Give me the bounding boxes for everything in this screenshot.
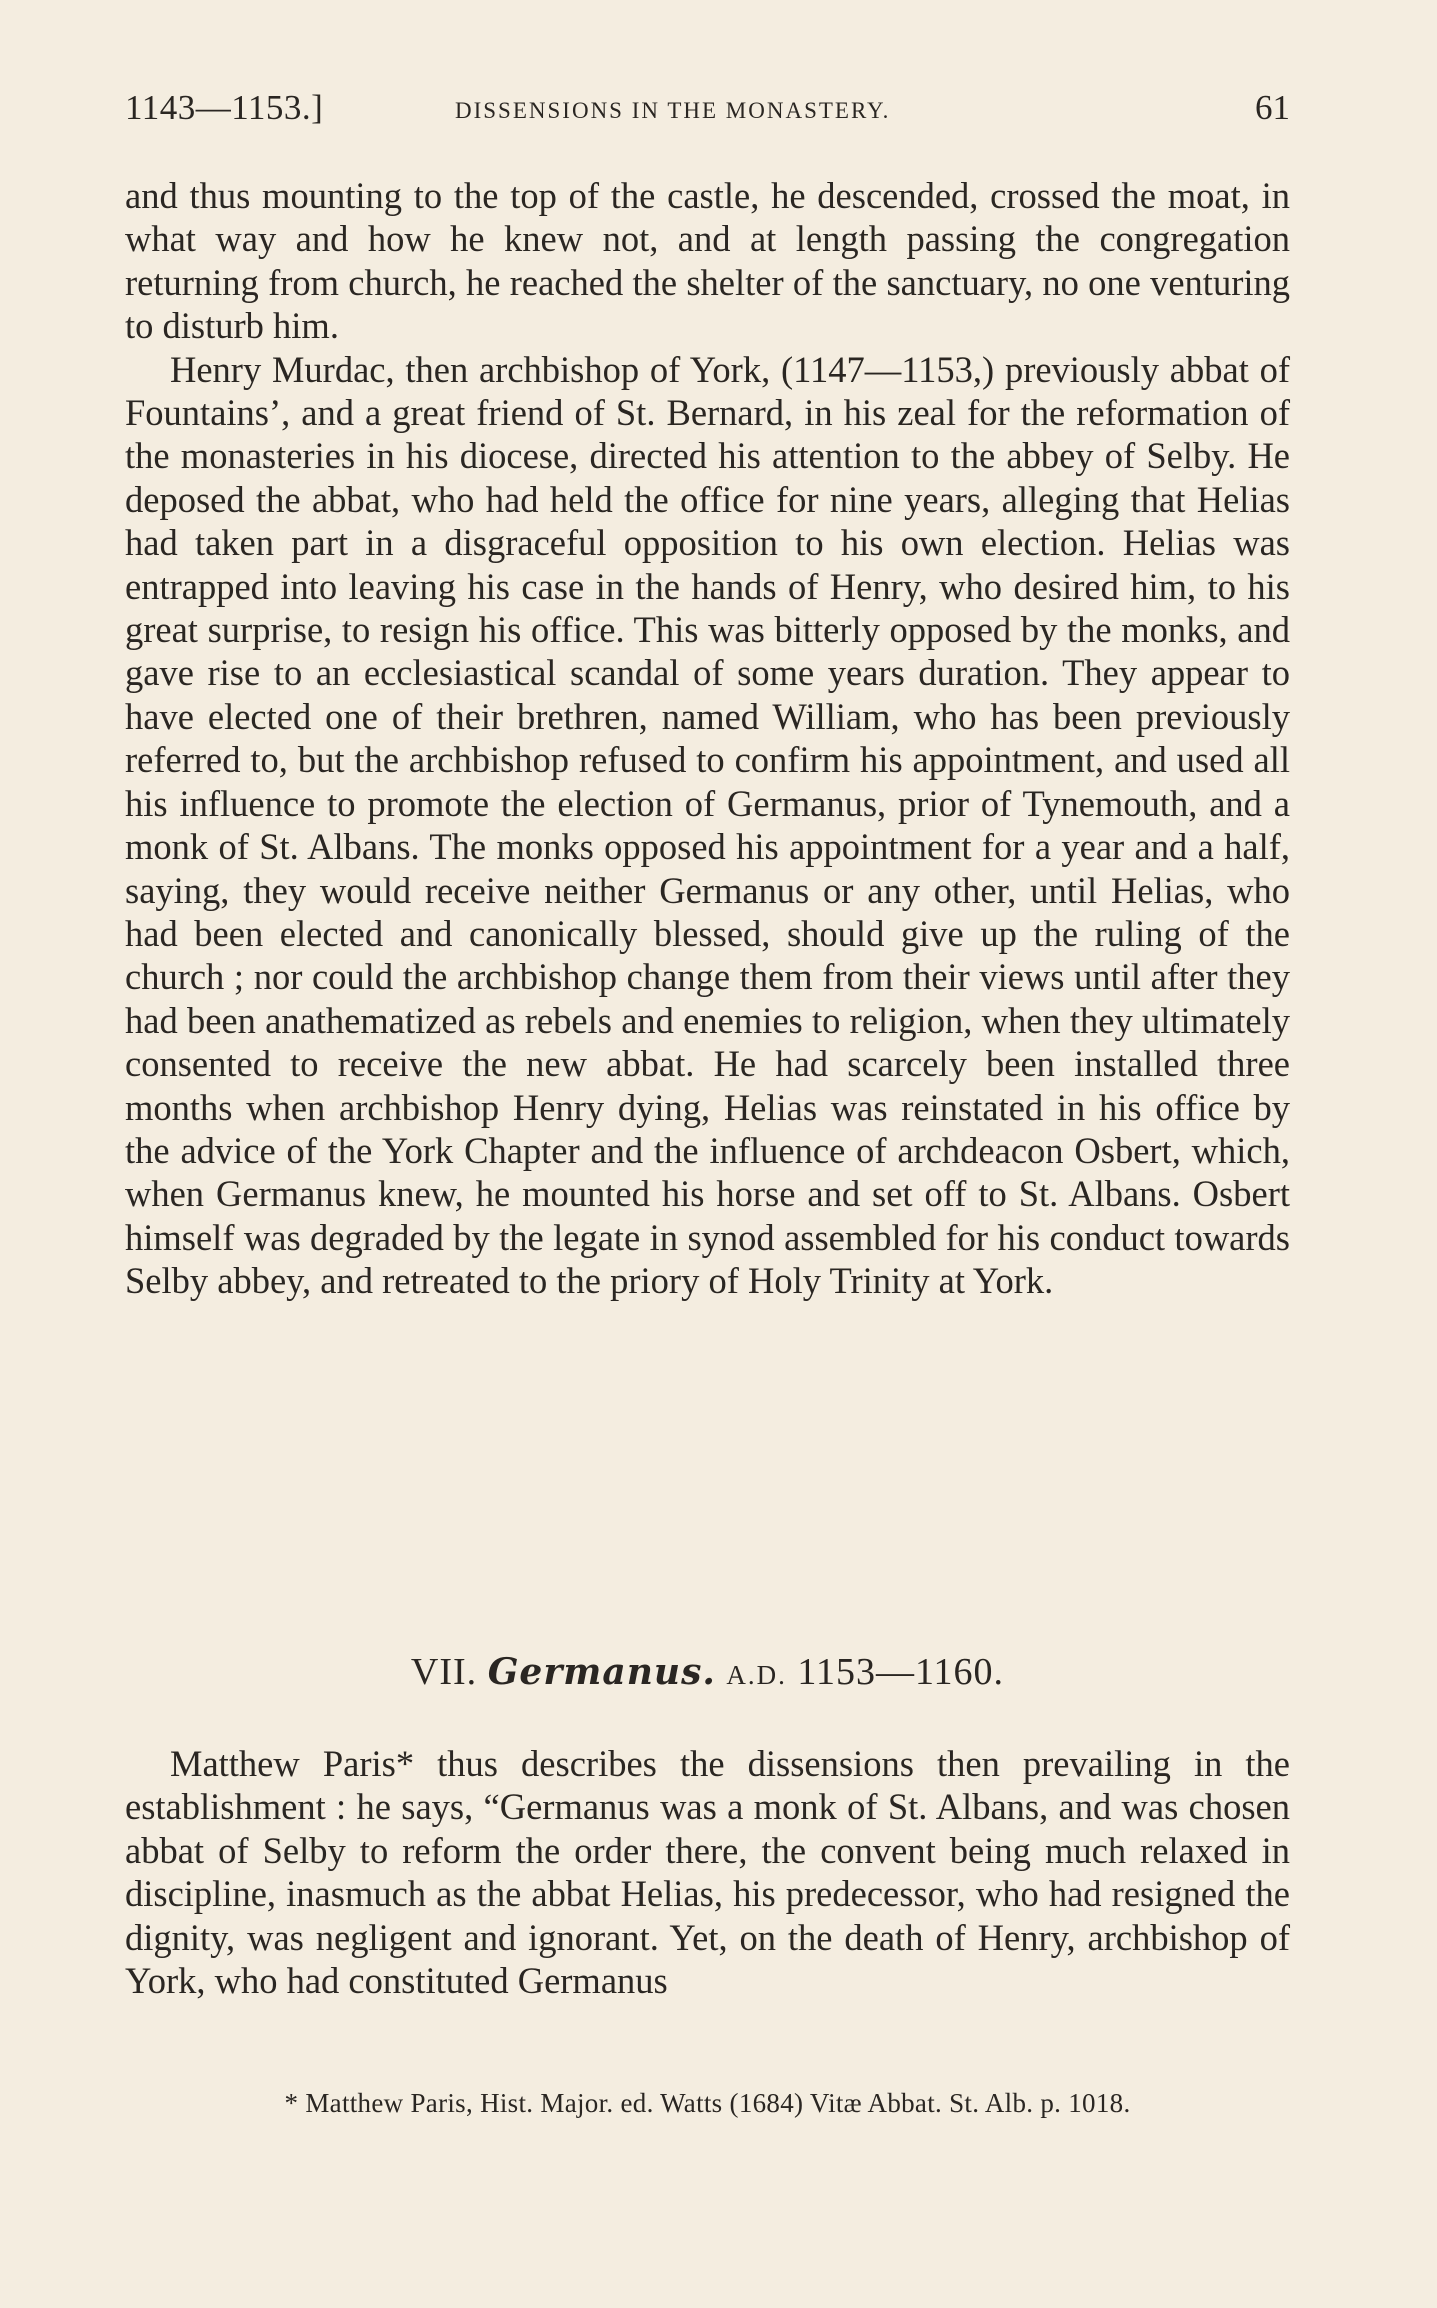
paragraph-henry-murdac: Henry Murdac, then archbishop of York, (1147—1153,) previously abbat of Fountains’, and a great friend of St. Bernard, in his zeal for the reformation of the monasteries in his diocese, directed his attention to the abbey of Selby. He deposed the abbat, who had held the office for nine years, alleging that Helias had taken part in a disgraceful opposition to his own election. Helias was entrapped into leaving his case in the hands of Henry, who desired him, to his great surprise, to resign his office. This was bitterly opposed by the monks, and gave rise to an ecclesiastical scandal of some years duration. They appear to have elected one of their brethren, named William, who has been previously referred to, but the archbishop refused to confirm his appointment, and used all his influence to promote the election of Germanus, prior of Tynemouth, and a monk of St. Albans. The monks opposed his appointment for a year and a half, saying, they would receive neither Germanus or any other, until Helias, who had been elected and canonically blessed, should give up the ruling of the church ; nor could the archbishop change them from their views until after they had been anathematized as rebels and enemies to religion, when they ultimately consented to receive the new abbat. He had scarcely been installed three months when archbishop Henry dying, Helias was reinstated in his office by the advice of the York Chapter and the influence of archdeacon Osbert, which, when Germanus knew, he mounted his horse and set off to St. Albans. Osbert himself was degraded by the legate in synod assembled for his conduct towards Selby abbey, and retreated to the priory of Holy Trinity at York. [125,348,1290,1302]
paragraph-continuation: and thus mounting to the top of the castle, he descended, crossed the moat, in what way and how he knew not, and at length passing the congregation returning from church, he reached the shelter of the sanctuary, no one venturing to disturb him. [125,175,1290,347]
section-text-block [125,1742,1290,2002]
section-numeral: VII. [410,1651,478,1693]
section-heading [125,1650,1290,1694]
page-number: 61 [1255,88,1290,127]
paragraph-matthew-paris: Matthew Paris* thus describes the dissensions then prevailing in the establishment : he says, “Germanus was a monk of St. Albans, and was chosen abbat of Selby to reform the order there, the convent being much relaxed in discipline, inasmuch as the abbat Helias, his predecessor, who had resigned the dignity, was negligent and ignorant. Yet, on the death of Henry, archbishop of York, who had constituted Germanus [125,1743,1290,2002]
footnote: * Matthew Paris, Hist. Major. ed. Watts (1684) Vitæ Abbat. St. Alb. p. 1018. [284,2088,1131,2118]
section-years: 1153—1160. [797,1651,1005,1693]
running-head [125,88,1290,138]
section-abbat-name: Germanus. [487,1651,716,1693]
running-head-date-range: 1143—1153.] [125,88,324,127]
section-era-label: A.D. [726,1660,787,1690]
running-head-title: DISSENSIONS IN THE MONASTERY. [455,98,891,123]
main-text-block [125,174,1290,1303]
